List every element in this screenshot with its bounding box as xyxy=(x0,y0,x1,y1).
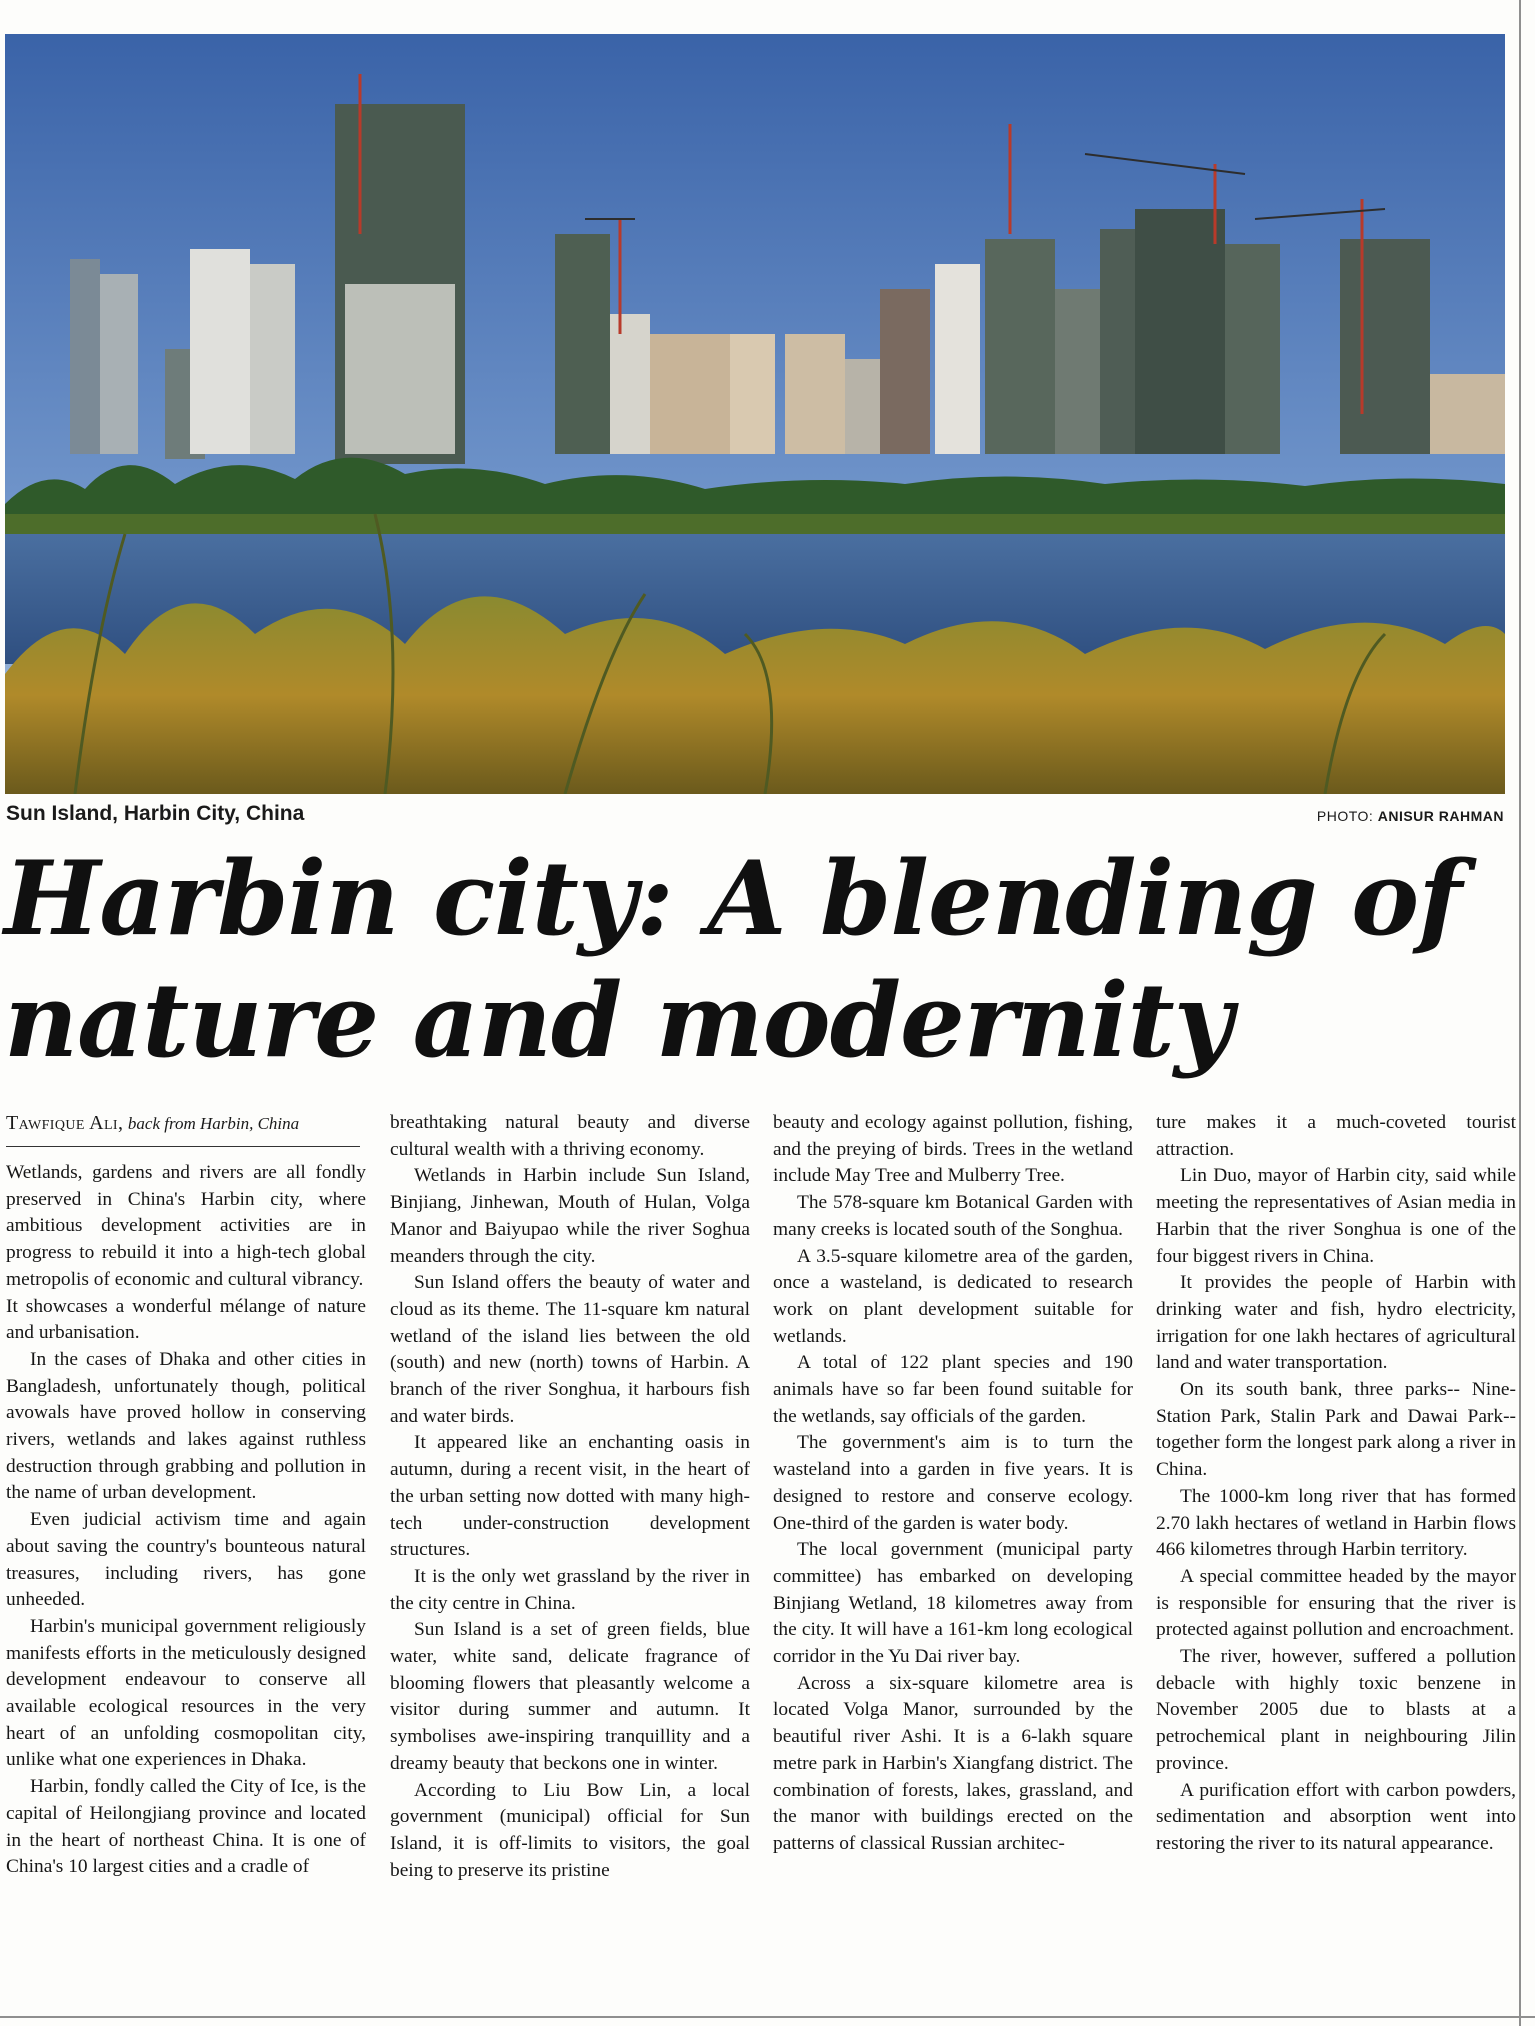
article-column-3 xyxy=(773,1110,1133,1858)
article-paragraph: Wetlands, gardens and rivers are all fondly preserved in China's Harbin city, where ambitious development activities are in progress to rebuild it into a high-tech global metropolis of economic and cultural vibrancy. xyxy=(6,1162,366,1290)
article-column-2 xyxy=(390,1110,750,1884)
article-paragraph: Sun Island offers the beauty of water and cloud as its theme. The 11-square km natural wetland of the island lies between the old (south) and new (north) towns of Harbin. A branch of the river Songhua, it harbours fish and water birds. xyxy=(390,1272,750,1427)
article-paragraph: ture makes it a much-coveted tourist attraction. xyxy=(1156,1112,1516,1160)
article-paragraph: The 578-square km Botanical Garden with many creeks is located south of the Songhua. xyxy=(773,1192,1133,1240)
article-paragraph: The river, however, suffered a pollution debacle with highly toxic benzene in November 2005 due to blasts at a petrochemical plant in neighbouring Jilin province. xyxy=(1156,1646,1516,1774)
article-paragraph: breathtaking natural beauty and diverse cultural wealth with a thriving economy. xyxy=(390,1112,750,1160)
article-paragraph: According to Liu Bow Lin, a local government (municipal) official for Sun Island, it is off-limits to visitors, the goal being to preserve its pristine xyxy=(390,1779,750,1881)
article-headline xyxy=(4,838,1504,1082)
byline-location: back from Harbin, China xyxy=(127,1114,300,1133)
photo-caption-bar xyxy=(6,802,1504,832)
article-paragraph: Harbin's municipal government religiously manifests efforts in the meticulously designed development endeavour to conserve all available ecological resources in the very heart of an unfolding cosmopolitan city, unlike what one experiences in Dhaka. xyxy=(6,1615,366,1771)
harbin-skyline-photo xyxy=(5,34,1505,794)
article-column-1 xyxy=(6,1160,366,1881)
article-paragraph: The 1000-km long river that has formed 2.70 lakh hectares of wetland in Harbin flows 466 kilometres through Harbin territory. xyxy=(1156,1485,1516,1561)
article-column-4 xyxy=(1156,1110,1516,1858)
article-paragraph: Wetlands in Harbin include Sun Island, Binjiang, Jinhewan, Mouth of Hulan, Volga Manor and Baiyupao while the river Soghua meanders through the city. xyxy=(390,1165,750,1267)
article-paragraph: The government's aim is to turn the wasteland into a garden in five years. It is designed to restore and conserve ecology. One-third of the garden is water body. xyxy=(773,1432,1133,1534)
article-paragraph: It provides the people of Harbin with drinking water and fish, hydro electricity, irrigation for one lakh hectares of agricultural land and water transportation. xyxy=(1156,1272,1516,1374)
photographer-name: ANISUR RAHMAN xyxy=(1377,808,1504,824)
page-bottom-rule xyxy=(0,2016,1535,2018)
photo-caption: Sun Island, Harbin City, China xyxy=(6,802,305,825)
headline-line-1: Harbin city: A blending of xyxy=(4,839,1462,959)
article-paragraph: On its south bank, three parks-- Nine-Station Park, Stalin Park and Dawai Park-- together form the longest park along a river in China. xyxy=(1156,1379,1516,1481)
article-paragraph: beauty and ecology against pollution, fishing, and the preying of birds. Trees in the wetland include May Tree and Mulberry Tree. xyxy=(773,1112,1133,1187)
article-paragraph: Even judicial activism time and again about saving the country's bounteous natural treasures, including rivers, has gone unheeded. xyxy=(6,1509,366,1611)
headline-line-2: nature and modernity xyxy=(4,961,1232,1081)
byline xyxy=(6,1112,360,1147)
article-paragraph: A 3.5-square kilometre area of the garden, once a wasteland, is dedicated to research work on plant development suitable for wetlands. xyxy=(773,1245,1133,1347)
photo-credit xyxy=(1317,808,1504,824)
article-paragraph: A total of 122 plant species and 190 animals have so far been found suitable for the wetlands, say officials of the garden. xyxy=(773,1352,1133,1427)
article-paragraph: Lin Duo, mayor of Harbin city, said while meeting the representatives of Asian media in Harbin that the river Songhua is one of the four biggest rivers in China. xyxy=(1156,1165,1516,1267)
article-paragraph: Sun Island is a set of green fields, blue water, white sand, delicate fragrance of blooming flowers that pleasantly welcome a visitor during summer and autumn. It symbolises awe-inspiring tranquillity and a dreamy beauty that beckons one in winter. xyxy=(390,1619,750,1774)
article-paragraph: It showcases a wonderful mélange of nature and urbanisation. xyxy=(6,1295,366,1344)
article-paragraph: Across a six-square kilometre area is located Volga Manor, surrounded by the beautiful river Ashi. It is a 6-lakh square metre park in Harbin's Xiangfang district. The combination of forests, lakes, grassland, and the manor with buildings erected on the patterns of classical Russian architec- xyxy=(773,1672,1133,1854)
page-edge-rule xyxy=(1519,0,1521,2026)
article-paragraph: A purification effort with carbon powders, sedimentation and absorption went into restoring the river to its natural appearance. xyxy=(1156,1779,1516,1854)
article-paragraph: A special committee headed by the mayor is responsible for ensuring that the river is protected against pollution and encroachment. xyxy=(1156,1565,1516,1641)
photo-credit-prefix: PHOTO: xyxy=(1316,808,1378,824)
article-paragraph: It appeared like an enchanting oasis in autumn, during a recent visit, in the heart of the urban setting now dotted with many high-tech under-construction development structures. xyxy=(390,1432,750,1561)
article-paragraph: Harbin, fondly called the City of Ice, is the capital of Heilongjiang province and located in the heart of northeast China. It is one of China's 10 largest cities and a cradle of xyxy=(6,1776,366,1878)
article-photo xyxy=(5,34,1505,794)
byline-author: Tawfique Ali, xyxy=(6,1112,124,1134)
article-paragraph: In the cases of Dhaka and other cities in Bangladesh, unfortunately though, political avowals have proved hollow in conserving rivers, wetlands and lakes against ruthless destruction through grabbing and pollution in the name of urban development. xyxy=(6,1348,366,1504)
article-paragraph: The local government (municipal party committee) has embarked on developing Binjiang Wetland, 18 kilometres away from the city. It will have a 161-km long ecological corridor in the Yu Dai river bay. xyxy=(773,1539,1133,1668)
article-paragraph: It is the only wet grassland by the river in the city centre in China. xyxy=(390,1565,750,1614)
